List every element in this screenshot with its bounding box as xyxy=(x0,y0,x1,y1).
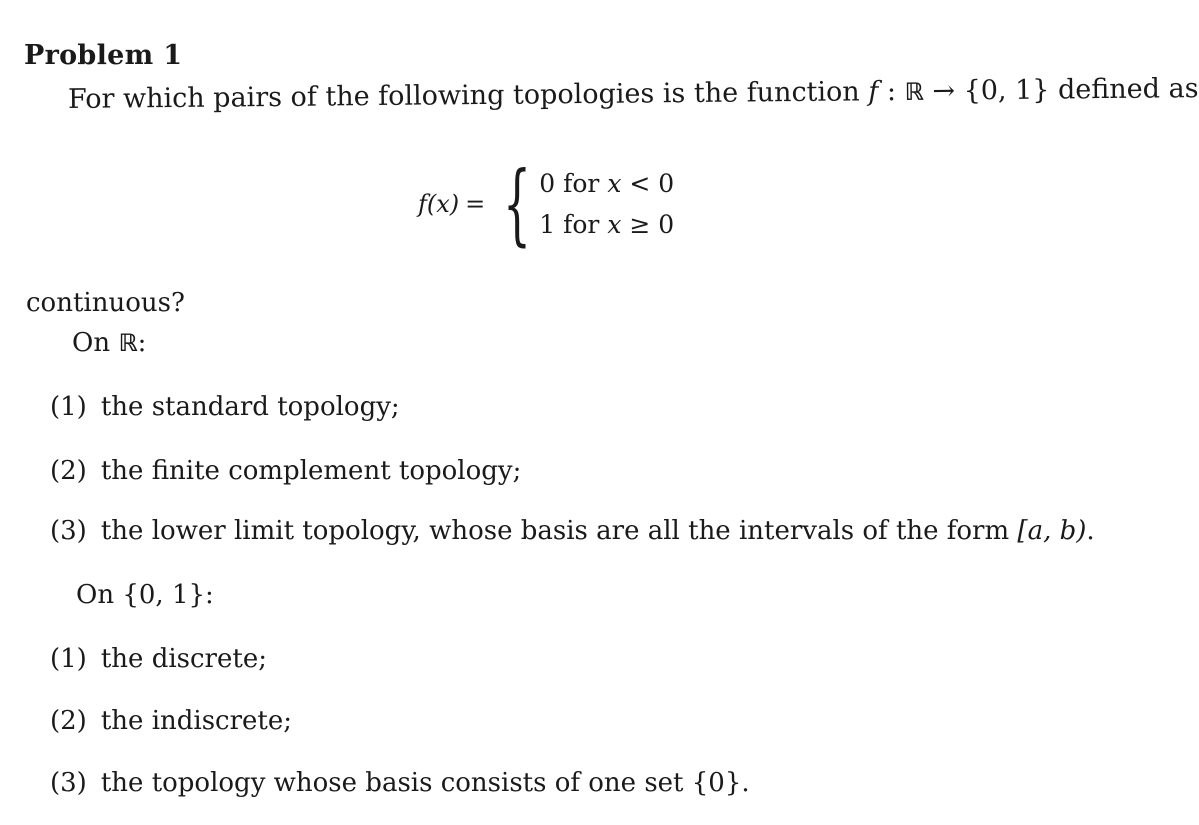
item-number: (1) xyxy=(50,392,87,422)
left-brace-icon: { xyxy=(503,152,532,255)
intro-suffix: defined as xyxy=(1057,73,1199,106)
r-topology-item-2 xyxy=(50,456,521,486)
set-topology-item-2 xyxy=(50,706,292,736)
item-number: (3) xyxy=(50,516,87,546)
case-1-value: 0 xyxy=(539,169,556,198)
item-text: the discrete; xyxy=(100,644,267,674)
item-text: the finite complement topology; xyxy=(100,456,522,486)
item-interval: [a, b) xyxy=(1017,516,1087,546)
case-1-for: for xyxy=(563,169,600,198)
intro-func: f xyxy=(868,76,879,108)
item-number: (2) xyxy=(50,706,87,736)
item-text: the lower limit topology, whose basis are all the intervals of the form xyxy=(100,516,1018,546)
item-text: the standard topology; xyxy=(100,392,400,422)
intro-domain: ℝ xyxy=(904,77,924,106)
formula-equals: = xyxy=(465,190,486,218)
formula-cases xyxy=(539,169,674,239)
case-1-var: x xyxy=(607,169,622,198)
formula-lhs-text: f(x) xyxy=(418,190,460,218)
on-r-heading xyxy=(72,328,146,358)
intro-prefix: For which pairs of the following topologies is the function xyxy=(67,76,869,115)
case-2-value: 1 xyxy=(539,210,556,239)
formula-lhs xyxy=(418,190,485,218)
item-end: . xyxy=(1086,516,1095,546)
set-topology-item-1 xyxy=(50,644,267,674)
r-topology-item-3 xyxy=(50,516,1095,546)
item-number: (1) xyxy=(50,644,87,674)
intro-mapping: : xyxy=(878,75,905,108)
problem-title: Problem 1 xyxy=(24,40,183,71)
on-01-heading: On {0, 1}: xyxy=(76,580,214,610)
formula-case-2 xyxy=(539,210,674,239)
item-text: the indiscrete; xyxy=(100,706,293,736)
set-topology-item-3 xyxy=(50,768,750,798)
continuous-question: continuous? xyxy=(26,288,185,318)
item-text: the topology whose basis consists of one set {0}. xyxy=(100,768,750,798)
case-2-var: x xyxy=(607,210,622,239)
case-2-condition: ≥ 0 xyxy=(629,210,675,239)
formula-case-1 xyxy=(539,169,674,198)
intro-arrow: → {0, 1} xyxy=(923,74,1059,107)
r-topology-item-1 xyxy=(50,392,400,422)
on-r-prefix: On xyxy=(72,328,119,358)
case-1-condition: < 0 xyxy=(629,169,675,198)
on-r-suffix: : xyxy=(137,328,147,358)
piecewise-formula xyxy=(418,152,674,256)
problem-intro xyxy=(67,73,1199,115)
case-2-for: for xyxy=(563,210,600,239)
item-number: (2) xyxy=(50,456,87,486)
on-r-set: ℝ xyxy=(118,329,138,357)
item-number: (3) xyxy=(50,768,87,798)
